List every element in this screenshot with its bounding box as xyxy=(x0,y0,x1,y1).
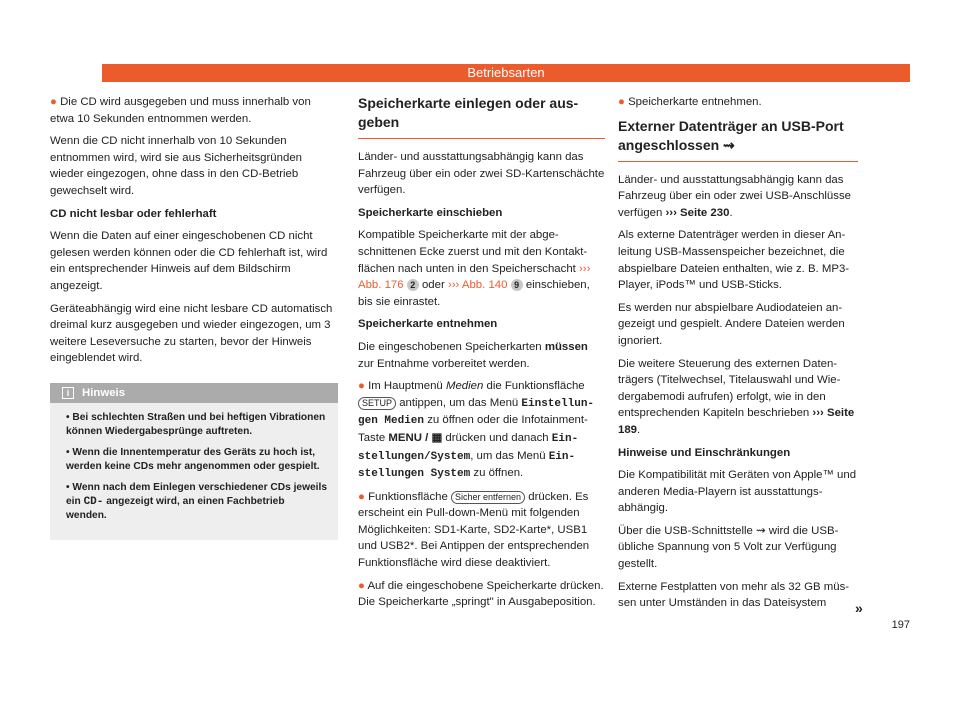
page-link[interactable]: ››› Seite 230 xyxy=(665,206,730,219)
paragraph: Wenn die CD nicht innerhalb von 10 Sekunden entnommen wird, wird sie aus Sicherheitsgründen wieder eingezogen, ohne dass in den CD-Betrieb gewechselt wird. xyxy=(50,135,302,197)
setup-button-label: SETUP xyxy=(358,397,396,410)
paragraph: Geräteabhängig wird eine nicht lesbare CD automatisch dreimal kurz ausgegeben und wieder eingezogen, um 3 weitere Leseversuche zu starten, bevor der Hinweis eingeblendet wird. xyxy=(50,302,333,365)
menu-key-icon: MENU / ▦ xyxy=(388,431,443,444)
column-right xyxy=(618,94,858,618)
paragraph: Die eingeschobenen Speicherkarten müssen zur Entnahme vorbereitet werden. xyxy=(358,340,588,370)
bullet-icon: ● xyxy=(358,579,365,592)
subheading: Speicherkarte entnehmen xyxy=(358,318,498,331)
page-number: 197 xyxy=(891,619,910,631)
usb-icon: ⇝ xyxy=(756,524,766,537)
info-icon: i xyxy=(62,387,74,399)
figure-link[interactable]: ››› Abb. 176 xyxy=(358,262,591,292)
paragraph: Die weitere Steuerung des externen Datenträgers (Titelwechsel, Titelauswahl und Wiedergabemodi aufrufen) erfolgt, wie in den entsprechenden Kapiteln beschrieben ››› Seite 189. xyxy=(618,357,855,436)
page-link[interactable]: ››› Seite 189 xyxy=(618,407,855,436)
note-header: i Hinweis xyxy=(50,383,338,403)
subheading: Hinweise und Einschränkungen xyxy=(618,446,791,459)
menu-code: Einstellungen Medien xyxy=(358,397,595,428)
usb-icon: ⇝ xyxy=(723,136,735,153)
paragraph: Wenn die Daten auf einer eingeschobenen CD nicht gelesen werden können oder die CD fehlerhaft ist, wird ein entsprechender Hinweis auf dem Bildschirm angezeigt. xyxy=(50,230,328,292)
column-middle xyxy=(358,94,605,617)
menu-code: Einstellungen System xyxy=(358,450,576,481)
paragraph: Die Kompatibilität mit Geräten von Apple™ und anderen Media-Playern ist ausstattungsabhängig. xyxy=(618,469,857,515)
paragraph: Länder- und ausstattungsabhängig kann das Fahrzeug über ein oder zwei USB-Anschlüsse verfügen ››› Seite 230. xyxy=(618,173,851,219)
note-box xyxy=(50,383,338,540)
figure-link[interactable]: ››› Abb. 140 xyxy=(447,279,508,292)
remove-button-label: Sicher entfernen xyxy=(451,491,525,504)
subheading: CD nicht lesbar oder fehlerhaft xyxy=(50,207,217,220)
step-item: ● Speicherkarte entnehmen. xyxy=(618,96,762,108)
section-heading: Speicherkarte einlegen oder ausgeben xyxy=(358,94,605,139)
paragraph: Externe Festplatten von mehr als 32 GB müssen unter Umständen in das Dateisystem xyxy=(618,580,850,610)
paragraph: Kompatible Speicherkarte mit der abgeschnittenen Ecke zuerst und mit den Kontaktflächen nach unten in den Speicherschacht ››› Abb. 176 2 oder ››› Abb. 140 9 einschieben, bis sie einrastet. xyxy=(358,229,591,308)
menu-code: Einstellungen/System xyxy=(358,432,579,463)
note-item: • Wenn nach dem Einlegen verschiedener CDs jeweils ein CD- angezeigt wird, an einen Fachbetrieb wenden. xyxy=(66,481,327,522)
display-code: CD- xyxy=(83,495,104,508)
subheading: Speicherkarte einschieben xyxy=(358,206,503,219)
bullet-icon: ● xyxy=(358,490,365,503)
step-item: ● Im Hauptmenü Medien die Funktionsfläche SETUP antippen, um das Menü Einstellungen Medien zu öffnen oder die Infotainment-Taste MENU / ▦ drücken und danach Einstellungen/System, um das Menü Einstellungen System zu öffnen. xyxy=(358,380,595,481)
note-item: • Bei schlechten Straßen und bei heftigen Vibrationen können Wiedergabesprünge auftreten. xyxy=(66,411,326,438)
bullet-icon: ● xyxy=(618,96,625,108)
callout-number: 9 xyxy=(511,279,523,291)
paragraph: Über die USB-Schnittstelle ⇝ wird die USB-übliche Spannung von 5 Volt zur Verfügung gestellt. xyxy=(618,524,839,571)
paragraph: ● Die CD wird ausgegeben und muss innerhalb von etwa 10 Sekunden entnommen werden. xyxy=(50,96,311,125)
page-background xyxy=(50,50,910,660)
column-left xyxy=(50,94,338,540)
continue-marker: » xyxy=(855,600,863,616)
note-item: • Wenn die Innentemperatur des Geräts zu hoch ist, werden keine CDs mehr angenommen oder gespielt. xyxy=(66,446,320,473)
bullet-icon: ● xyxy=(50,96,57,108)
page-header: Betriebsarten xyxy=(102,64,910,82)
note-body xyxy=(50,403,338,540)
paragraph: Länder- und ausstattungsabhängig kann das Fahrzeug über ein oder zwei SD-Kartenschächte verfügen. xyxy=(358,151,605,197)
manual-page xyxy=(50,50,910,660)
callout-number: 2 xyxy=(407,279,419,291)
paragraph: Als externe Datenträger werden in dieser Anleitung USB-Massenspeicher bezeichnet, die abspielbare Dateien enthalten, wie z. B. MP3-Player, iPods™ und USB-Sticks. xyxy=(618,229,850,292)
section-heading: Externer Datenträger an USB-Port angeschlossen ⇝ xyxy=(618,117,858,162)
step-item: ● Auf die eingeschobene Speicherkarte drücken. Die Speicherkarte „springt" in Ausgabeposition. xyxy=(358,579,604,609)
paragraph: Es werden nur abspielbare Audiodateien angezeigt und gespielt. Andere Dateien werden ignoriert. xyxy=(618,301,845,347)
bullet-icon: ● xyxy=(358,380,365,393)
step-item: ● Funktionsfläche Sicher entfernen drücken. Es erscheint ein Pull-down-Menü mit folgenden Möglichkeiten: SD1-Karte, SD2-Karte*, USB1 und USB2*. Bei Antippen der entsprechenden Funktionsfläche wird diese deaktiviert. xyxy=(358,490,590,570)
